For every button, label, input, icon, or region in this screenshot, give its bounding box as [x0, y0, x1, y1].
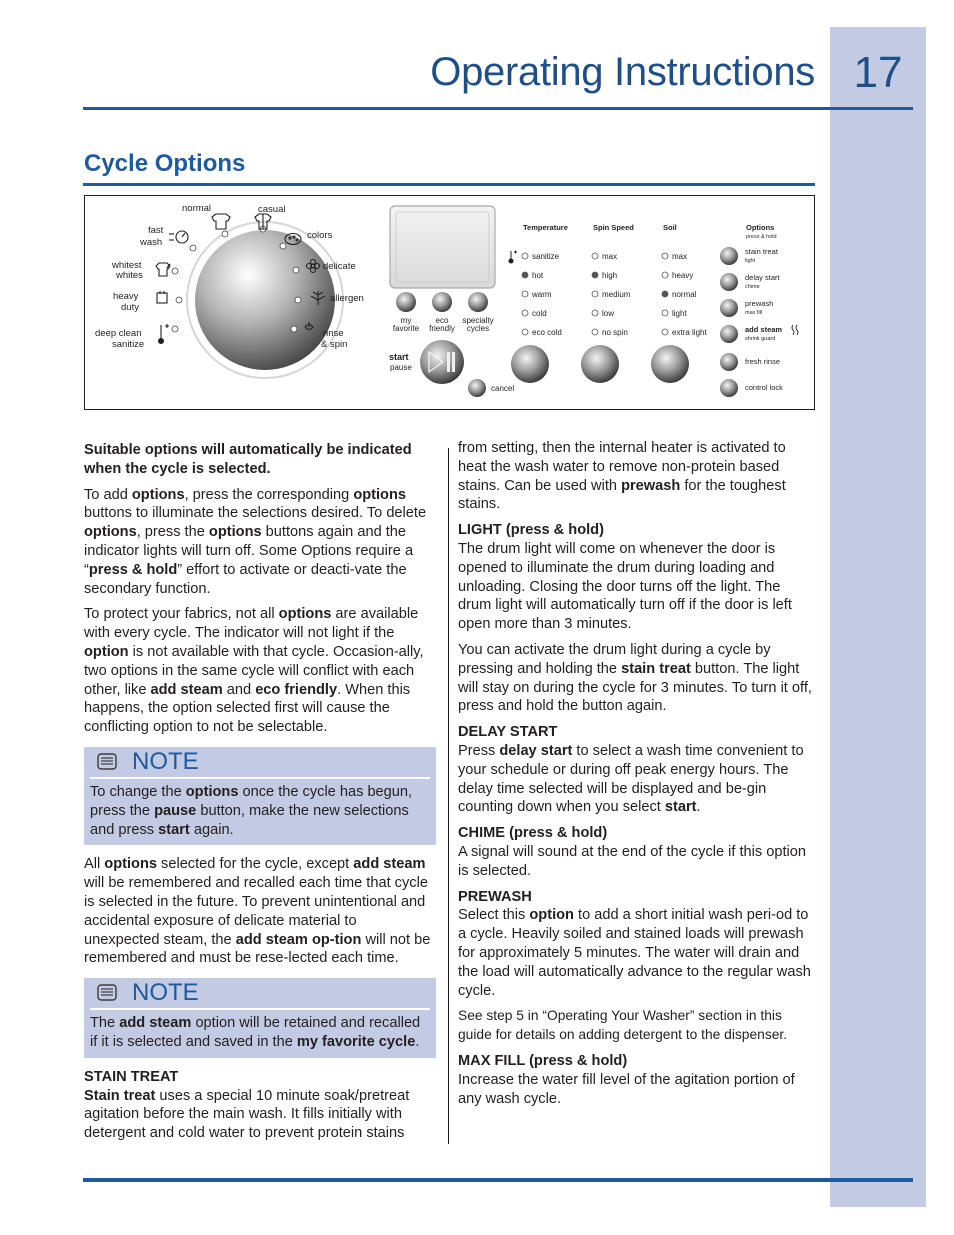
option-sub-shrink-guard: shrink guard — [745, 336, 776, 342]
cycle-dot-heavy — [176, 297, 182, 303]
paragraph-max-fill: Increase the water fill level of the agitation portion of any wash cycle. — [458, 1071, 795, 1107]
soil-label-heavy: heavy — [672, 271, 694, 280]
specialty-cycles-label: specialty — [462, 316, 494, 325]
soil-dot-light — [662, 310, 668, 316]
temp-dot-eco-cold — [522, 329, 528, 335]
cycle-dot-delicate — [293, 267, 299, 273]
temp-dot-warm — [522, 291, 528, 297]
heading-light: LIGHT (press & hold) — [458, 522, 604, 539]
temp-dot-sanitize — [522, 253, 528, 259]
section-rule — [83, 183, 815, 186]
option-label-add-steam: add steam — [745, 325, 783, 334]
note-box-change-options — [84, 747, 436, 845]
paragraph-options-remembered: All options selected for the cycle, except add steam will be remembered and recalled each time that cycle is selected in the future. To prevent unintentional and accidental exposure of delicate material to unexpected steam, the add steam op-tion will not be remembered and must be rese-lected each time. — [84, 856, 431, 967]
cycle-dot-colors — [280, 243, 286, 249]
option-label-stain-treat: stain treat — [745, 247, 778, 256]
cycle-label-rinse-2: & spin — [321, 339, 348, 350]
paragraph-light-1: The drum light will come on whenever the door is opened to illuminate the drum during loading and unloading. Closing the door turns off the light. The drum light will automatically turn off if the door is left open more than 3 minutes. — [458, 540, 792, 633]
heading-chime: CHIME (press & hold) — [458, 825, 608, 842]
whitest-whites-icon — [156, 263, 170, 276]
temp-label-eco-cold: eco cold — [532, 328, 562, 337]
soil-label-normal: normal — [672, 290, 697, 299]
cycle-dot-whitest — [172, 268, 178, 274]
left-column — [84, 441, 436, 1150]
soil-dot-extra-light — [662, 329, 668, 335]
cycle-label-fast: fast — [148, 225, 164, 236]
temp-label-cold: cold — [532, 309, 547, 318]
cycle-dial-knob[interactable] — [195, 230, 335, 370]
cycle-label-heavy: heavy — [113, 291, 139, 302]
spin-label-high: high — [602, 271, 618, 280]
cycle-label-fast-2: wash — [140, 237, 163, 248]
paragraph-stain-treat-cont: from setting, then the internal heater is activated to heat the wash water to remove non-protein based stains. Can be used with prewash for the toughest stains. — [458, 440, 786, 513]
fresh-rinse-button[interactable] — [720, 353, 738, 371]
heading-delay-start: DELAY START — [458, 724, 558, 741]
temperature-header: Temperature — [523, 223, 568, 232]
fast-wash-icon — [169, 231, 188, 243]
spin-dot-medium — [592, 291, 598, 297]
column-divider — [448, 448, 449, 1144]
temp-label-hot: hot — [532, 271, 544, 280]
spin-dot-low — [592, 310, 598, 316]
temp-dot-hot — [522, 272, 528, 278]
my-favorite-button[interactable] — [396, 292, 416, 312]
soil-label-light: light — [672, 309, 687, 318]
note-box-add-steam — [84, 978, 436, 1058]
heading-max-fill: MAX FILL (press & hold) — [458, 1052, 628, 1069]
paragraph-chime: A signal will sound at the end of the cycle if this option is selected. — [458, 843, 807, 879]
spin-dot-no-spin — [592, 329, 598, 335]
footer-rule — [83, 1178, 913, 1182]
option-label-delay-start: delay start — [745, 273, 780, 282]
spin-dot-high — [592, 272, 598, 278]
cycle-label-colors: colors — [307, 230, 333, 241]
soil-label-max: max — [672, 252, 688, 261]
spin-label-no-spin: no spin — [602, 328, 628, 337]
my-favorite-label-2: favorite — [392, 324, 420, 333]
spin-label-low: low — [602, 309, 615, 318]
specialty-cycles-button[interactable] — [468, 292, 488, 312]
prewash-button[interactable] — [720, 299, 738, 317]
spin-speed-header: Spin Speed — [593, 223, 634, 232]
soil-knob[interactable] — [651, 345, 689, 383]
soil-header: Soil — [663, 223, 677, 232]
spin-speed-knob[interactable] — [581, 345, 619, 383]
right-column — [458, 439, 816, 1115]
cycle-dot-allergen — [295, 297, 301, 303]
add-steam-button[interactable] — [720, 325, 738, 343]
soil-dot-normal — [662, 291, 668, 297]
paragraph-see-step: See step 5 in “Operating Your Washer” section in this guide for details on adding detergent to the dispenser. — [458, 1008, 788, 1043]
spin-label-medium: medium — [602, 290, 631, 299]
pause-label: pause — [390, 363, 412, 372]
cycle-dot-normal — [222, 231, 228, 237]
cycle-label-delicate: delicate — [323, 261, 356, 272]
temperature-thermometer-icon — [509, 251, 517, 264]
eco-friendly-button[interactable] — [432, 292, 452, 312]
delay-start-button[interactable] — [720, 273, 738, 291]
heading-stain-treat: STAIN TREAT — [84, 1068, 179, 1085]
options-header: Options — [746, 223, 775, 232]
eco-friendly-label: eco — [435, 316, 449, 325]
my-favorite-label: my — [400, 316, 412, 325]
temp-label-sanitize: sanitize — [532, 252, 560, 261]
side-tab — [830, 27, 926, 1207]
paragraph-delay-start: Press delay start to select a wash time convenient to your schedule or during off peak energy hours. The delay time selected will be displayed and be-gin counting down when you select start. — [458, 742, 804, 816]
cycle-label-deepclean-2: sanitize — [112, 339, 145, 350]
cycle-dot-rinse — [291, 326, 297, 332]
shirt-icon — [212, 214, 230, 229]
soil-dot-heavy — [662, 272, 668, 278]
cycle-label-deepclean: deep clean — [95, 328, 142, 339]
paragraph-light-2: You can activate the drum light during a cycle by pressing and holding the stain treat button. The light will stay on during the cycle for 3 minutes. To turn it off, press and hold the button again. — [458, 641, 812, 715]
cycle-label-normal: normal — [182, 203, 212, 214]
paragraph-prewash: Select this option to add a short initial wash peri-od to a cycle. Heavily soiled and stained loads will prewash for approximately 5 minutes. The water will drain and the load will automatically advance to the regular wash cycle. — [458, 907, 811, 999]
temp-label-warm: warm — [532, 290, 552, 299]
soil-indicators — [662, 253, 668, 335]
eco-friendly-label-2: friendly — [429, 324, 455, 333]
cycle-label-whitest-2: whites — [116, 270, 143, 281]
title-rule — [83, 107, 913, 110]
note-pad-icon — [96, 983, 118, 1003]
intro-text: Suitable options will automatically be indicated when the cycle is selected. — [84, 442, 412, 477]
stain-treat-button[interactable] — [720, 247, 738, 265]
cycle-label-whitest: whitest — [112, 260, 142, 271]
spin-label-max: max — [602, 252, 618, 261]
temperature-knob[interactable] — [511, 345, 549, 383]
option-label-control-lock: control lock — [745, 383, 783, 392]
note-body: The add steam option will be retained and recalled if it is selected and saved in the my favorite cycle. — [90, 1015, 421, 1050]
control-lock-button[interactable] — [720, 379, 738, 397]
steam-icon — [792, 325, 798, 335]
cycle-label-casual: casual — [258, 204, 286, 215]
cycle-label-rinse: rinse — [323, 328, 344, 339]
paragraph-add-options: To add options, press the corresponding options buttons to illuminate the selections desired. To delete options, press the options buttons again and the indicator lights will turn off. Some Options require a “press & hold” effort to activate or deacti-vate the secondary function. — [84, 486, 427, 597]
soil-dot-max — [662, 253, 668, 259]
options-subheader: press & hold — [746, 234, 777, 240]
paragraph-protect-fabrics: To protect your fabrics, not all options are available with every cycle. The indicator will not light if the option is not available with that cycle. Occasion-ally, two options in the same cycle will conflict with each other, like add steam and eco friendly. When this happens, the option selected first will cause the conflicting option to not be selectable. — [84, 606, 424, 736]
cycle-label-allergen: allergen — [330, 293, 364, 304]
soil-label-extra-light: extra light — [672, 328, 707, 337]
cycle-dot-deepclean — [172, 326, 178, 332]
temp-dot-cold — [522, 310, 528, 316]
start-label: start — [389, 352, 409, 362]
spin-dot-max — [592, 253, 598, 259]
lcd-display — [390, 206, 495, 288]
cancel-label: cancel — [491, 384, 515, 393]
cycle-dot-fast — [190, 245, 196, 251]
option-sub-light: light — [745, 258, 756, 264]
note-title: NOTE — [132, 978, 199, 1006]
option-label-prewash: prewash — [745, 299, 774, 308]
control-panel-illustration — [84, 195, 815, 410]
note-body: To change the options once the cycle has begun, press the pause button, make the new selections and press start again. — [90, 783, 413, 838]
spin-speed-indicators — [592, 253, 598, 335]
cycle-label-heavy-2: duty — [121, 302, 139, 313]
specialty-cycles-label-2: cycles — [466, 324, 490, 333]
section-title: Cycle Options — [84, 150, 246, 177]
note-pad-icon — [96, 752, 118, 772]
heading-prewash: PREWASH — [458, 888, 532, 905]
note-title: NOTE — [132, 747, 199, 775]
page-number: 17 — [853, 48, 903, 97]
option-sub-max-fill: max fill — [745, 310, 763, 316]
heavy-duty-icon — [157, 291, 167, 303]
paragraph-stain-treat: Stain treat uses a special 10 minute soak/pretreat agitation before the main wash. It fills initially with detergent and cold water to prevent protein stains — [84, 1087, 410, 1142]
option-label-fresh-rinse: fresh rinse — [745, 357, 781, 366]
page-title: Operating Instructions — [430, 50, 815, 94]
option-sub-chime: chime — [745, 284, 760, 290]
temperature-indicators — [522, 253, 528, 335]
cancel-button[interactable] — [468, 379, 486, 397]
thermometer-icon — [159, 324, 170, 344]
